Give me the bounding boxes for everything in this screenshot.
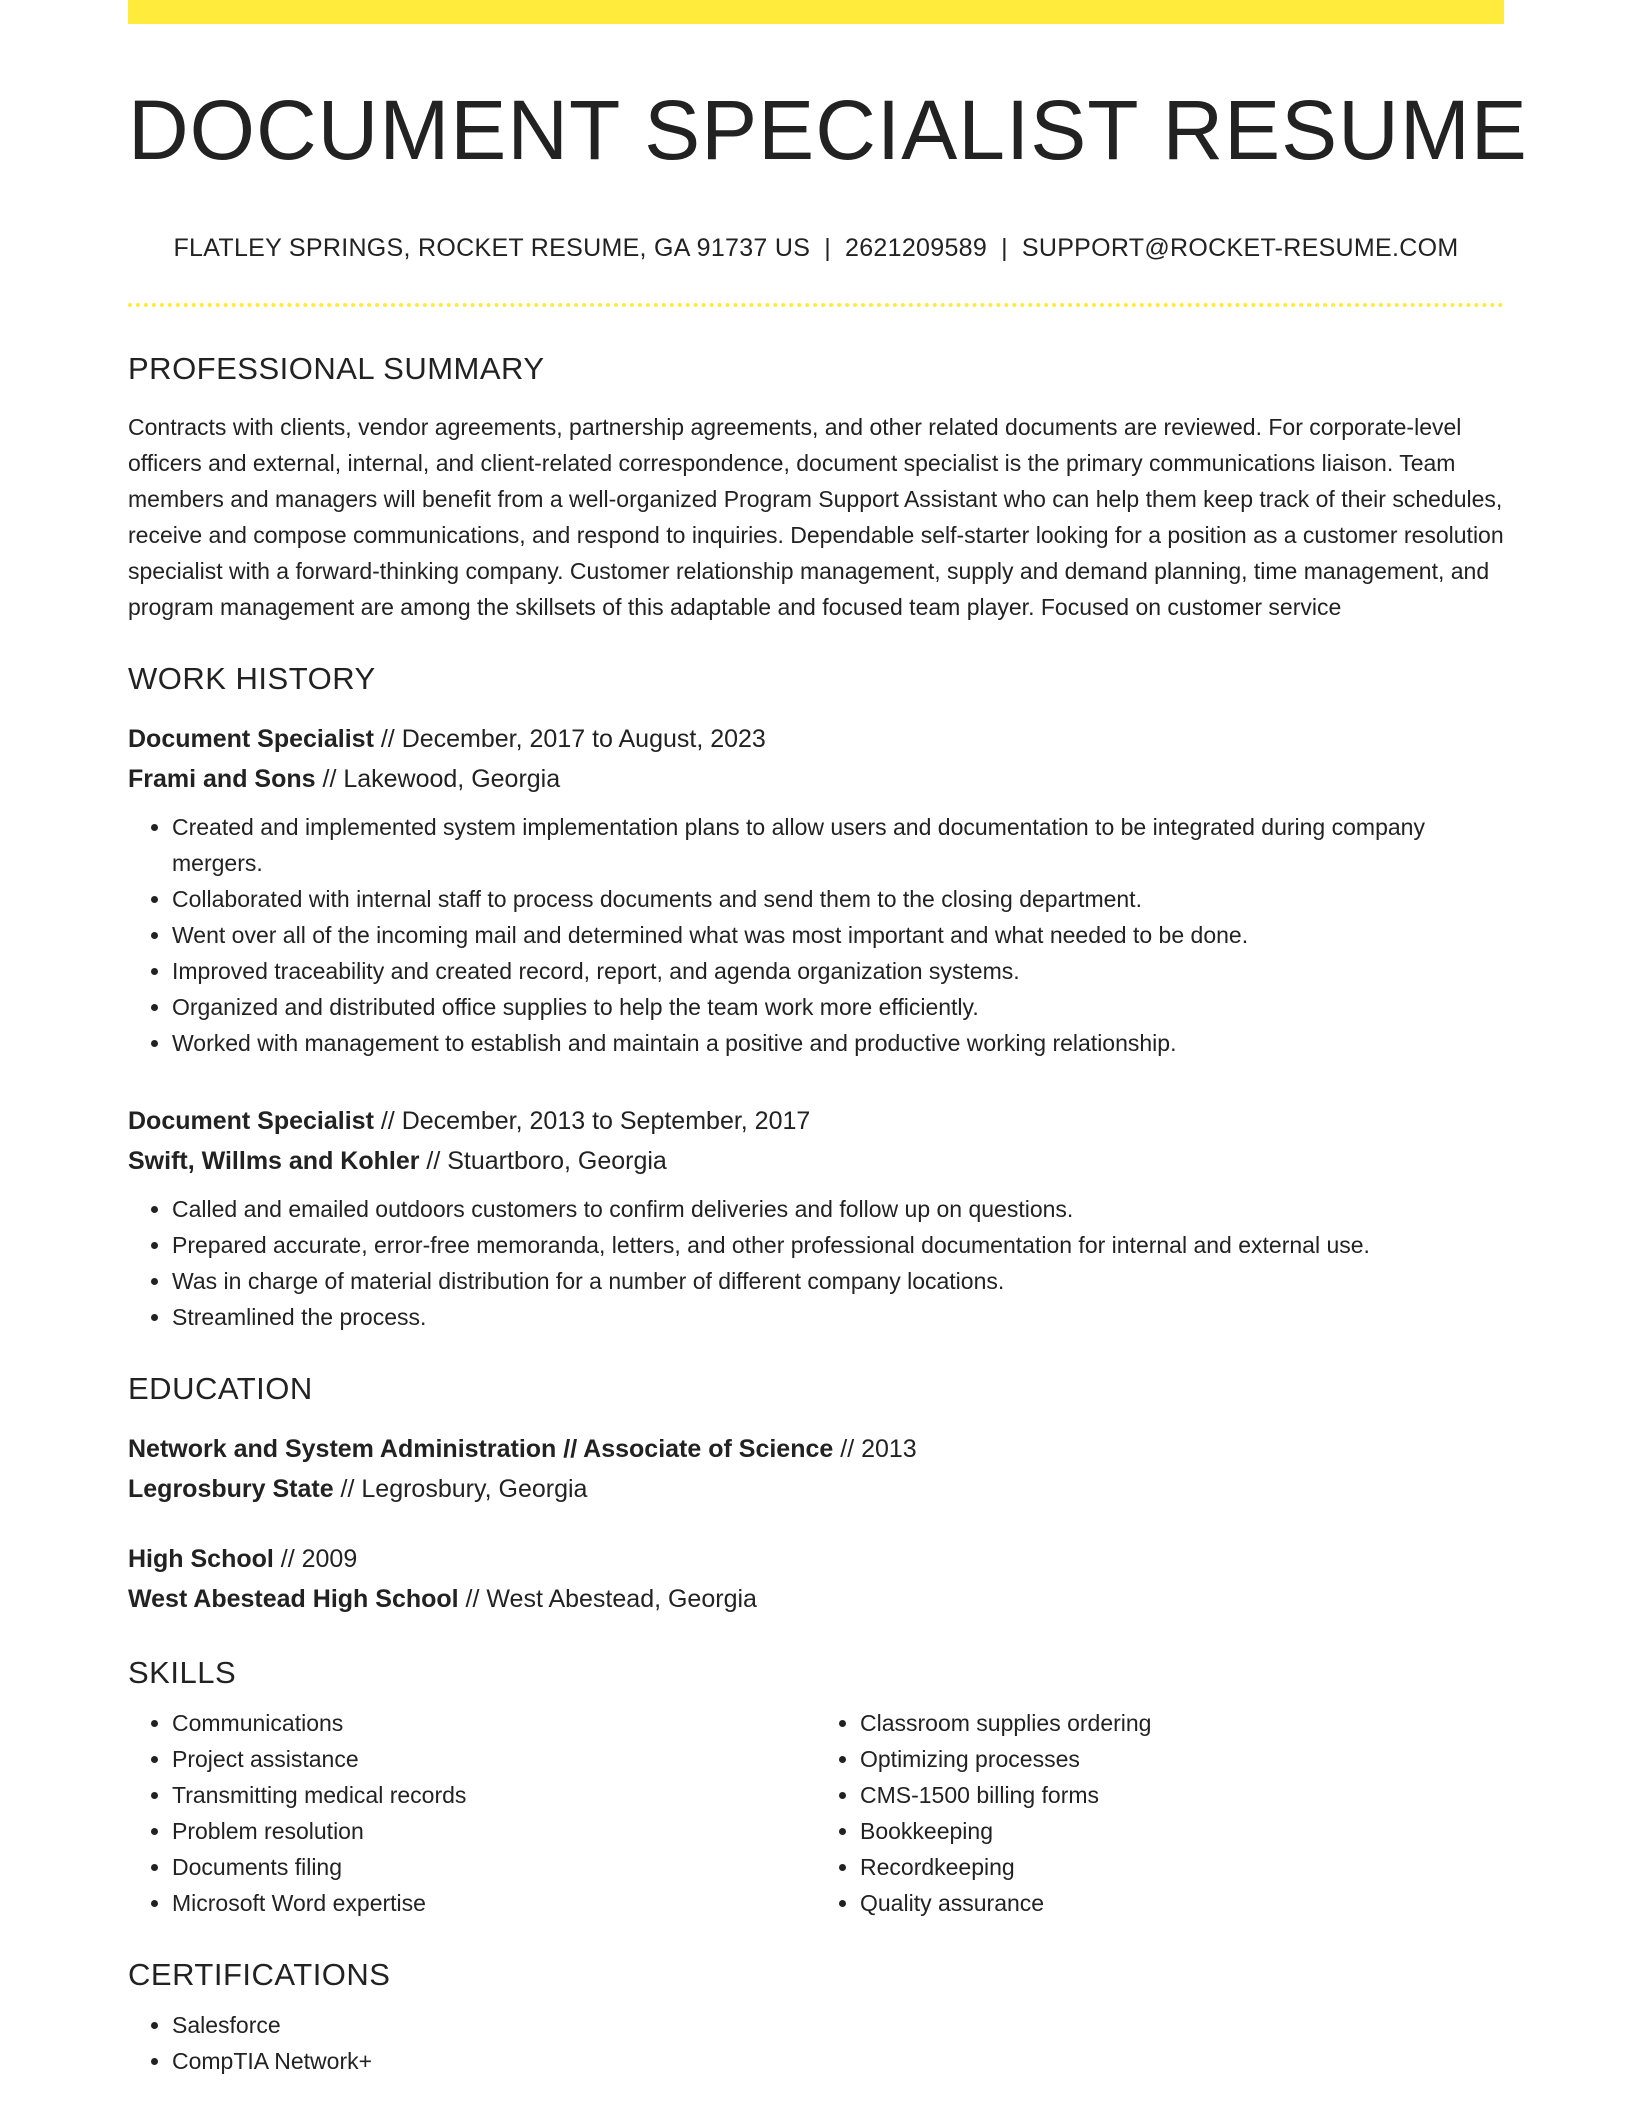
job-company: Frami and Sons bbox=[128, 765, 316, 794]
list-item: • Problem resolution bbox=[172, 1813, 816, 1849]
job-dates: // December, 2017 to August, 2023 bbox=[373, 725, 766, 754]
resume-page bbox=[128, 0, 1528, 2079]
job-title-line bbox=[128, 1101, 1504, 1141]
job-entry bbox=[128, 1101, 1504, 1335]
section-title-skills: SKILLS bbox=[128, 1655, 237, 1691]
education-degree-line bbox=[128, 1429, 1504, 1469]
job-location: // Lakewood, Georgia bbox=[315, 765, 561, 794]
skills-columns bbox=[128, 1705, 1504, 1921]
skills-list-right bbox=[816, 1705, 1504, 1921]
section-title-summary: PROFESSIONAL SUMMARY bbox=[128, 351, 545, 387]
contact-line bbox=[128, 234, 1504, 263]
job-location: // Stuartboro, Georgia bbox=[419, 1147, 667, 1176]
contact-phone: 2621209589 bbox=[845, 234, 988, 263]
education-location: // West Abestead, Georgia bbox=[458, 1585, 757, 1614]
list-item: • Bookkeeping bbox=[860, 1813, 1504, 1849]
education-school: West Abestead High School bbox=[128, 1585, 459, 1614]
list-item: • Recordkeeping bbox=[860, 1849, 1504, 1885]
list-item: • Was in charge of material distribution for a number of different company locations. bbox=[172, 1263, 1504, 1299]
list-item: • Classroom supplies ordering bbox=[860, 1705, 1504, 1741]
job-bullets bbox=[128, 1191, 1504, 1335]
certifications-list bbox=[128, 2007, 1504, 2079]
list-item: • Salesforce bbox=[172, 2007, 1504, 2043]
job-title: Document Specialist bbox=[128, 725, 374, 754]
list-item: • Communications bbox=[172, 1705, 816, 1741]
list-item: • Called and emailed outdoors customers to confirm deliveries and follow up on questions. bbox=[172, 1191, 1504, 1227]
job-bullets bbox=[128, 809, 1504, 1061]
list-item: • Streamlined the process. bbox=[172, 1299, 1504, 1335]
education-degree-line bbox=[128, 1539, 1504, 1579]
list-item: • Prepared accurate, error-free memoranda, letters, and other professional documentation for internal and external use. bbox=[172, 1227, 1504, 1263]
job-entry bbox=[128, 719, 1504, 1061]
education-school-line bbox=[128, 1579, 1504, 1619]
job-dates: // December, 2013 to September, 2017 bbox=[373, 1107, 811, 1136]
education-location: // Legrosbury, Georgia bbox=[333, 1475, 588, 1504]
list-item: • Transmitting medical records bbox=[172, 1777, 816, 1813]
education-school: Legrosbury State bbox=[128, 1475, 334, 1504]
education-year: // 2009 bbox=[273, 1545, 358, 1574]
section-title-certifications: CERTIFICATIONS bbox=[128, 1957, 391, 1993]
list-item: • Organized and distributed office supplies to help the team work more efficiently. bbox=[172, 989, 1504, 1025]
list-item: • Collaborated with internal staff to process documents and send them to the closing department. bbox=[172, 881, 1504, 917]
job-company-line bbox=[128, 1141, 1504, 1181]
job-company-line bbox=[128, 759, 1504, 799]
contact-separator: | bbox=[824, 234, 832, 263]
section-title-education: EDUCATION bbox=[128, 1371, 313, 1407]
list-item: • Project assistance bbox=[172, 1741, 816, 1777]
job-title-line bbox=[128, 719, 1504, 759]
education-degree: High School bbox=[128, 1545, 274, 1574]
list-item: • Microsoft Word expertise bbox=[172, 1885, 816, 1921]
list-item: • Improved traceability and created record, report, and agenda organization systems. bbox=[172, 953, 1504, 989]
contact-email: SUPPORT@ROCKET-RESUME.COM bbox=[1021, 234, 1459, 263]
list-item: • Worked with management to establish and maintain a positive and productive working relationship. bbox=[172, 1025, 1504, 1061]
education-school-line bbox=[128, 1469, 1504, 1509]
list-item: • CompTIA Network+ bbox=[172, 2043, 1504, 2079]
education-entry bbox=[128, 1539, 1504, 1619]
dotted-divider bbox=[128, 303, 1504, 307]
education-degree: Network and System Administration // Associate of Science bbox=[128, 1435, 834, 1464]
summary-text: Contracts with clients, vendor agreements, partnership agreements, and other related documents are reviewed. For corporate-level officers and external, internal, and client-related correspondence, document specialist is the primary communications liaison. Team members and managers will benefit from a well-organized Program Support Assistant who can help them keep track of their schedules, receive and compose communications, and respond to inquiries. Dependable self-starter looking for a position as a customer resolution specialist with a forward-thinking company. Customer relationship management, supply and demand planning, time management, and program management are among the skillsets of this adaptable and focused team player. Focused on customer service bbox=[128, 414, 1504, 621]
list-item: • Created and implemented system implementation plans to allow users and documentation to be integrated during company mergers. bbox=[172, 809, 1504, 881]
skills-list-left bbox=[128, 1705, 816, 1921]
accent-bar bbox=[128, 0, 1504, 24]
job-company: Swift, Willms and Kohler bbox=[128, 1147, 420, 1176]
list-item: • Quality assurance bbox=[860, 1885, 1504, 1921]
job-title: Document Specialist bbox=[128, 1107, 374, 1136]
list-item: • Documents filing bbox=[172, 1849, 816, 1885]
contact-address: FLATLEY SPRINGS, ROCKET RESUME, GA 91737 US bbox=[173, 234, 811, 263]
contact-separator: | bbox=[1001, 234, 1008, 263]
list-item: • Optimizing processes bbox=[860, 1741, 1504, 1777]
list-item: • CMS-1500 billing forms bbox=[860, 1777, 1504, 1813]
section-title-work-history: WORK HISTORY bbox=[128, 661, 376, 697]
document-title: DOCUMENT SPECIALIST RESUME bbox=[128, 83, 1528, 177]
list-item: • Went over all of the incoming mail and determined what was most important and what needed to be done. bbox=[172, 917, 1504, 953]
education-entry bbox=[128, 1429, 1504, 1509]
education-year: // 2013 bbox=[833, 1435, 917, 1464]
